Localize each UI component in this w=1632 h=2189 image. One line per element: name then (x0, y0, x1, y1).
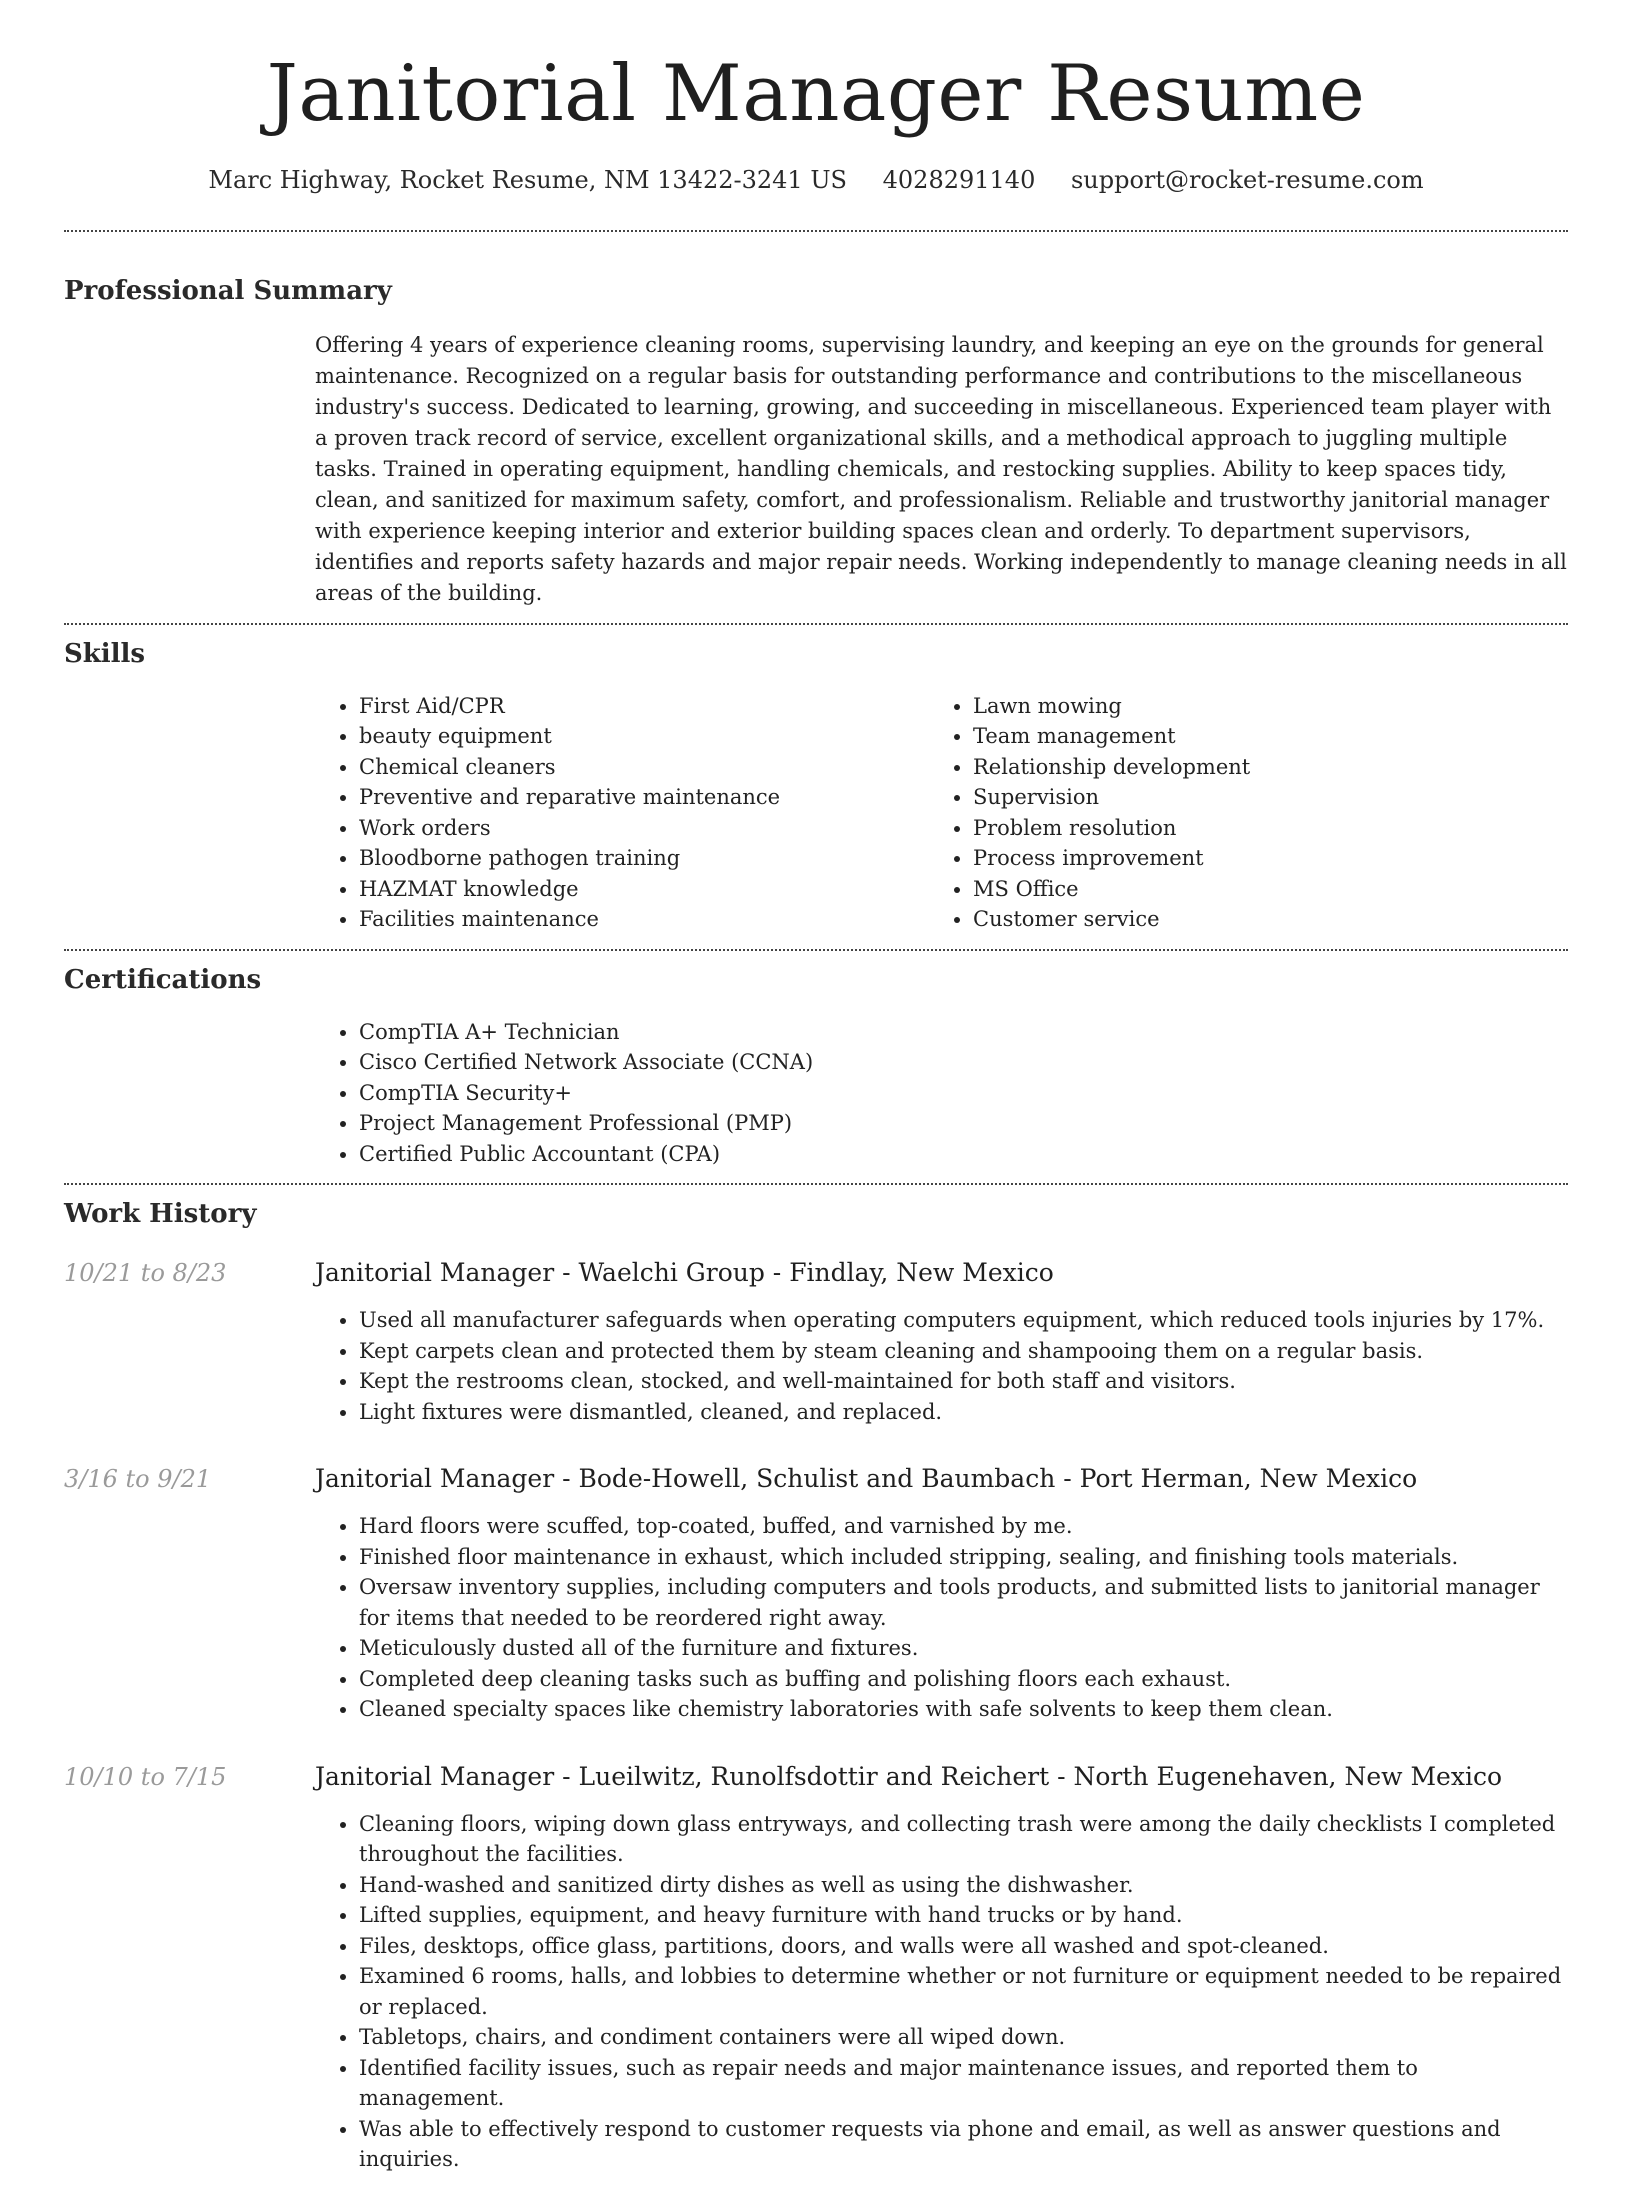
skills-column-left (315, 691, 929, 935)
divider (64, 949, 1568, 951)
contact-line (64, 166, 1568, 194)
list-item: • Oversaw inventory supplies, including computers and tools products, and submitted lists to janitorial manager for items that needed to be reordered right away. (359, 1572, 1568, 1633)
job-entry (64, 1257, 1568, 1441)
list-item: • Team management (973, 721, 1543, 752)
list-item: • Hard floors were scuffed, top-coated, buffed, and varnished by me. (359, 1511, 1568, 1542)
list-item: • Cleaning floors, wiping down glass entryways, and collecting trash were among the daily checklists I completed throughout the facilities. (359, 1809, 1568, 1870)
skills-heading: Skills (64, 638, 146, 669)
list-item: • Cisco Certified Network Associate (CCNA) (359, 1047, 1568, 1078)
divider (64, 623, 1568, 625)
list-item: • Bloodborne pathogen training (359, 843, 929, 874)
skills-column-right (929, 691, 1543, 935)
list-item: • Work orders (359, 813, 929, 844)
list-item: • beauty equipment (359, 721, 929, 752)
list-item: • Used all manufacturer safeguards when operating computers equipment, which reduced tools injuries by 17%. (359, 1305, 1568, 1336)
list-item: • Kept the restrooms clean, stocked, and well-maintained for both staff and visitors. (359, 1366, 1568, 1397)
list-item: • Hand-washed and sanitized dirty dishes as well as using the dishwasher. (359, 1870, 1568, 1901)
list-item: • Relationship development (973, 752, 1543, 783)
job-bullets (315, 1305, 1568, 1427)
list-item: • Files, desktops, office glass, partitions, doors, and walls were all washed and spot-cleaned. (359, 1931, 1568, 1962)
list-item: • Certified Public Accountant (CPA) (359, 1139, 1568, 1170)
list-item: • Finished floor maintenance in exhaust, which included stripping, sealing, and finishing tools materials. (359, 1542, 1568, 1573)
job-entry (64, 1463, 1568, 1739)
list-item: • Cleaned specialty spaces like chemistry laboratories with safe solvents to keep them clean. (359, 1694, 1568, 1725)
work-history-list (64, 1257, 1568, 2189)
list-item: • First Aid/CPR (359, 691, 929, 722)
resume-page (64, 0, 1568, 2189)
job-bullets (315, 1511, 1568, 1725)
list-item: • Problem resolution (973, 813, 1543, 844)
contact-phone: 4028291140 (882, 165, 1036, 194)
certifications-heading: Certifications (64, 964, 262, 995)
work-history-heading: Work History (64, 1199, 257, 1230)
summary-text: Offering 4 years of experience cleaning rooms, supervising laundry, and keeping an eye on the grounds for general maintenance. Recognized on a regular basis for outstanding performance and contributions to the miscellaneous industry's success. Dedicated to learning, growing, and succeeding in miscellaneous. Experienced team player with a proven track record of service, excellent organizational skills, and a methodical approach to juggling multiple tasks. Trained in operating equipment, handling chemicals, and restocking supplies. Ability to keep spaces tidy, clean, and sanitized for maximum safety, comfort, and professionalism. Reliable and trustworthy janitorial manager with experience keeping interior and exterior building spaces clean and orderly. To department supervisors, identifies and reports safety hazards and major repair needs. Working independently to manage cleaning needs in all areas of the building. (315, 332, 1567, 605)
skills-list (315, 691, 1568, 935)
list-item: • Was able to effectively respond to customer requests via phone and email, as well as answer questions and inquiries. (359, 2114, 1568, 2175)
list-item: • Meticulously dusted all of the furniture and fixtures. (359, 1633, 1568, 1664)
list-item: • Kept carpets clean and protected them by steam cleaning and shampooing them on a regular basis. (359, 1336, 1568, 1367)
divider (64, 230, 1568, 232)
list-item: • Process improvement (973, 843, 1543, 874)
contact-email: support@rocket-resume.com (1070, 165, 1424, 194)
job-dates: 10/21 to 8/23 (64, 1259, 227, 1288)
certifications-list (315, 1017, 1568, 1170)
divider (64, 1183, 1568, 1185)
job-title: Janitorial Manager - Waelchi Group - Findlay, New Mexico (315, 1258, 1054, 1288)
list-item: • Lifted supplies, equipment, and heavy furniture with hand trucks or by hand. (359, 1900, 1568, 1931)
job-entry (64, 1761, 1568, 2189)
job-dates: 10/10 to 7/15 (64, 1762, 227, 1791)
list-item: • Completed deep cleaning tasks such as buffing and polishing floors each exhaust. (359, 1664, 1568, 1695)
contact-address: Marc Highway, Rocket Resume, NM 13422-3241 US (208, 165, 847, 194)
list-item: • Examined 6 rooms, halls, and lobbies to determine whether or not furniture or equipment needed to be repaired or replaced. (359, 1961, 1568, 2022)
job-dates: 3/16 to 9/21 (64, 1465, 212, 1494)
job-bullets (315, 1809, 1568, 2175)
list-item: • Project Management Professional (PMP) (359, 1108, 1568, 1139)
list-item: • Customer service (973, 904, 1543, 935)
list-item: • CompTIA A+ Technician (359, 1017, 1568, 1048)
list-item: • Light fixtures were dismantled, cleaned, and replaced. (359, 1397, 1568, 1428)
list-item: • Chemical cleaners (359, 752, 929, 783)
list-item: • HAZMAT knowledge (359, 874, 929, 905)
job-title: Janitorial Manager - Lueilwitz, Runolfsdottir and Reichert - North Eugenehaven, New Mexico (315, 1761, 1502, 1791)
summary-heading: Professional Summary (64, 275, 392, 306)
list-item: • Supervision (973, 782, 1543, 813)
list-item: • MS Office (973, 874, 1543, 905)
list-item: • Tabletops, chairs, and condiment containers were all wiped down. (359, 2022, 1568, 2053)
list-item: • Facilities maintenance (359, 904, 929, 935)
page-title: Janitorial Manager Resume (266, 49, 1366, 139)
job-title: Janitorial Manager - Bode-Howell, Schulist and Baumbach - Port Herman, New Mexico (315, 1464, 1418, 1494)
list-item: • Lawn mowing (973, 691, 1543, 722)
list-item: • Preventive and reparative maintenance (359, 782, 929, 813)
list-item: • Identified facility issues, such as repair needs and major maintenance issues, and reported them to management. (359, 2053, 1568, 2114)
list-item: • CompTIA Security+ (359, 1078, 1568, 1109)
